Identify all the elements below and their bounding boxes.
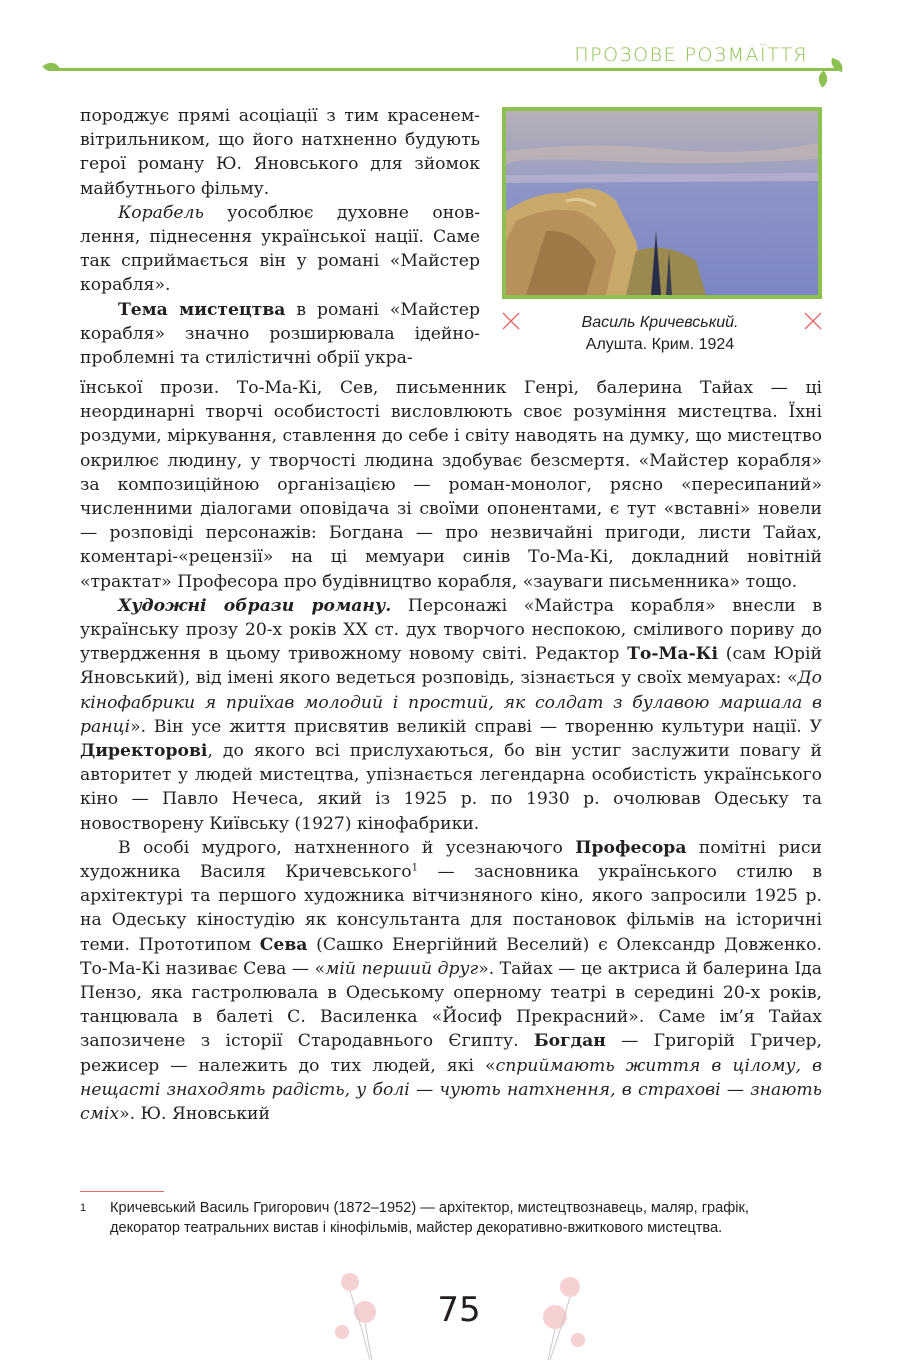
running-header: ПРОЗОВЕ РОЗМАЇТТЯ [574, 44, 808, 66]
caption-title: Алушта. Крим. 1924 [585, 336, 735, 353]
body-text-full [80, 376, 822, 1126]
footnote-rule [80, 1191, 164, 1192]
name-bohdan: Богдан [533, 1031, 606, 1052]
cross-ornament-right [804, 312, 822, 330]
footnote-text: Кричевський Василь Григорович (1872–1952) — архітектор, мистецтвознавець, маляр, графік, декоратор театральних вистав і кінофільмів, майстер декоративно-вжиткового мистецтва. [110, 1200, 749, 1236]
name-profesor: Професора [575, 837, 687, 858]
quote-kinofabryka: До кінофабрики я приїхав молодий і простий, як солдат з булавою маршала в ранці [80, 668, 822, 737]
quote-pershyi-druh: мій перший друг [325, 958, 479, 979]
p5-text-c: помітні риси художника Василя Кричевського [80, 837, 822, 883]
cross-ornament-left [502, 312, 520, 330]
leaf-ornament-left [42, 59, 59, 75]
p5-text-d: — засновника українського стилю в архітектурі та першого художника вітчизняного кіно, якого запросили 1925 р. на Одеську кіностудію як консультанта для постановок фільмів на історичні теми. Прототипом [80, 862, 823, 955]
leaf-ornament-right-2 [815, 70, 831, 87]
figure-caption [530, 312, 790, 356]
quote-spryimaiut-zhyttia: сприймають життя в цілому, в нещасті знаходять радість, у болі — чують натхнення, в страхові — знають сміх [80, 1055, 823, 1125]
painting-image [502, 107, 822, 299]
paragraph-5 [80, 836, 822, 1126]
p4-text-d: ». Він усе життя присвятив великій справі — творенню культури нації. У [130, 716, 822, 737]
p5-text-h: ». Ю. Яновський [119, 1104, 270, 1125]
p4-text-c: (сам Юрій Яновський), від імені якого ведеться розповідь, зізнається у своїх мемуарах: « [80, 644, 822, 689]
p4-text-a: Персонажі «Майстра корабля» внесли в українську прозу 20-х років XX ст. дух творчого неспокою, сміливого пориву до утвердження в цьому тривожному новому світі. Редактор [80, 595, 822, 665]
paragraph-3-start [80, 298, 480, 371]
name-sev: Сева [259, 934, 308, 955]
p4-text-e: , до якого всі прислухаються, бо він устиг заслужити повагу й авторитет у людей мистецтва, упізнається легендарна особистість українського кіно — Павло Нечеса, який із 1925 р. по 1930 р. очолював Одеську та новостворену Київську (1927) кінофабрики. [80, 741, 822, 834]
footnote-number: 1 [80, 1202, 87, 1214]
emphasis-korabel: Корабель [118, 202, 204, 223]
footnote [80, 1198, 822, 1238]
landscape-painting [506, 111, 818, 295]
footnote-ref: 1 [411, 862, 418, 874]
name-dyrektor: Директорові [80, 741, 208, 762]
p5-text-a: В особі мудрого, натхненного й усезнаючого [118, 837, 576, 858]
paragraph-2 [80, 201, 480, 298]
header-rule [52, 68, 838, 71]
p5-text-f: ». Тайах — це актриса й балерина Іда Пензо, яка гастролювала в Одеському оперному театрі в середині 20-х років, танцювала в балеті С. Василенка «Йосиф Прекрасний». Саме ім’я Тайах запозичене з історії Стародавнього Єгипту. [80, 958, 822, 1052]
page-number: 75 [437, 1290, 481, 1330]
body-text-left [80, 104, 480, 370]
heading-khudozhni-obrazy: Художні образи роману. [118, 595, 392, 616]
paragraph-3-continued: їнської прози. То-Ма-Кі, Сев, письменник Генрі, балерина Тайах — ці неординарні творчі особистості висловлюють своє розуміння мистецтва. Їхні роздуми, міркування, ставлення до себе і світу наводять на думку, що мистецтво окрилює людину, у творчості людина здобуває безсмертя. «Майстер корабля» за композиційною організацією — роман-монолог, рясно «пересипаний» численними діалогами оповідача зі своїми опонентами, є тут «вставні» новели — розповіді персонажів: Богдана — про незвичайні пригоди, листи Тайах, коментарі-«рецензії» на ці мемуари синів То-Ма-Кі, докладний новітній «трактат» Професора про будівництво корабля, «зауваги письменника» тощо. [80, 378, 822, 592]
caption-author: Василь Кричевський. [581, 314, 739, 331]
paragraph-1: породжує прямі асоціації з тим красенем-вітрильником, що його натхненно будують герої роману Ю. Яновського для зйомок майбутнього фільму. [80, 106, 480, 199]
term-tema-mystetstva: Тема мистецтва [118, 299, 286, 320]
p5-text-e: (Сашко Енергійний Веселий) є Олександр Довженко. То-Ма-Кі називає Сева — « [80, 934, 822, 979]
paragraph-2-text: уособлює духовне оновлення, піднесення української нації. Саме так сприймається він у романі «Майстер корабля». [80, 202, 480, 296]
name-to-ma-ki: То-Ма-Кі [627, 644, 718, 665]
p5-text-g: — Григорій Гричер, режисер — належить до тих людей, які « [80, 1031, 823, 1076]
paragraph-3-text-a: в романі «Майстер корабля» значно розширювала ідейно-проблемні та стилістичні обрії укра- [80, 299, 480, 369]
paragraph-4 [80, 594, 822, 836]
